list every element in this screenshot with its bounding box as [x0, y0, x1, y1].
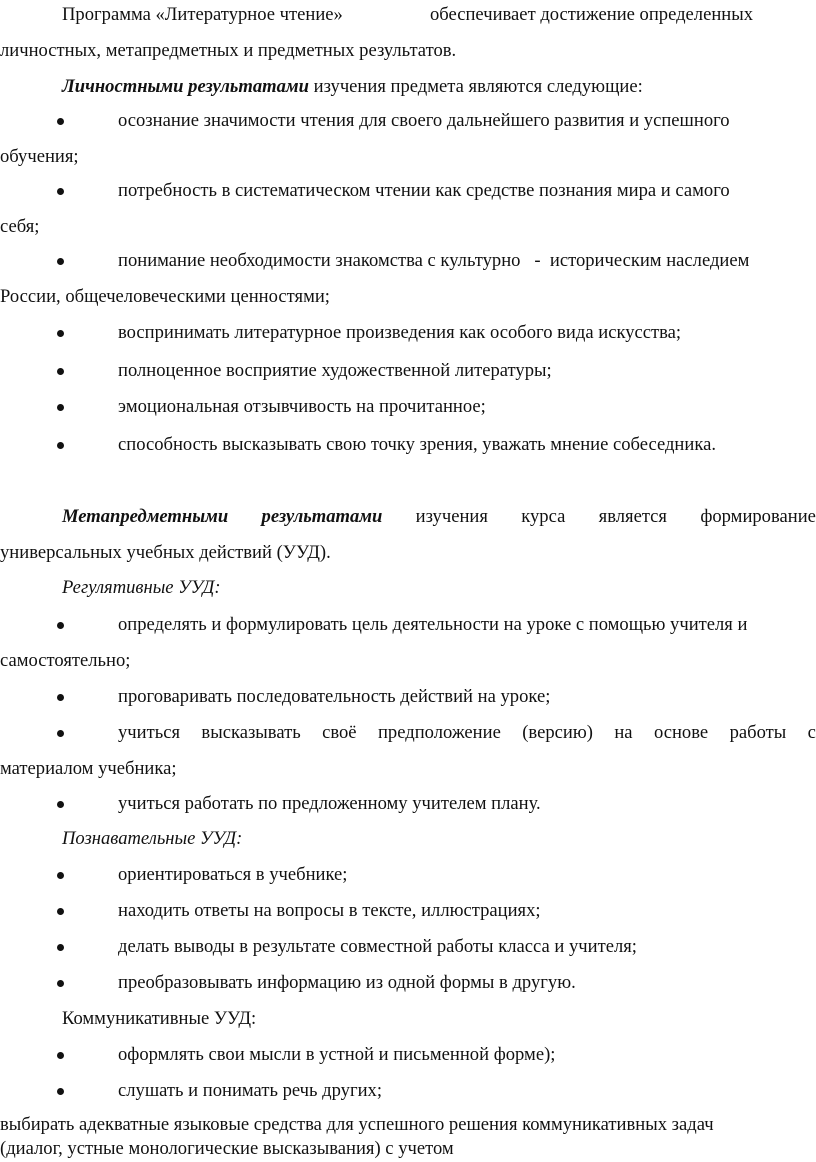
bullet-icon [55, 360, 67, 382]
bullet-icon [55, 864, 67, 886]
cognitive-item-4: преобразовывать информацию из одной формы в другую. [118, 972, 576, 993]
reg3-word: предположение [377, 722, 501, 743]
regulative-item-1-cont: самостоятельно; [0, 650, 131, 671]
regulative-item-2: проговаривать последовательность действий на уроке; [118, 686, 551, 707]
communicative-tail-1: выбирать адекватные языковые средства для успешного решения коммуникативных задач [0, 1114, 714, 1135]
meta-word-6: формирование [700, 506, 816, 527]
cognitive-item-1: ориентироваться в учебнике; [118, 864, 348, 885]
personal-item-4: воспринимать литературное произведения как особого вида искусства; [118, 322, 682, 343]
personal-item-1: осознание значимости чтения для своего дальнейшего развития и успешного [118, 110, 730, 131]
bullet-icon [55, 614, 67, 636]
bullet-icon [55, 1080, 67, 1102]
bullet-icon [55, 110, 67, 132]
regulative-item-4: учиться работать по предложенному учителем плану. [118, 793, 541, 814]
personal-item-1-cont: обучения; [0, 146, 79, 167]
reg3-word: работы [729, 722, 787, 743]
bullet-icon [55, 686, 67, 708]
personal-item-2-cont: себя; [0, 216, 40, 237]
meta-heading [62, 506, 816, 528]
reg3-word: с [807, 722, 816, 743]
personal-item-2: потребность в систематическом чтении как средстве познания мира и самого [118, 180, 730, 201]
bullet-icon [55, 793, 67, 815]
reg3-word: учиться [118, 722, 181, 743]
bullet-icon [55, 396, 67, 418]
communicative-item-2: слушать и понимать речь других; [118, 1080, 382, 1101]
communicative-heading: Коммуникативные УУД: [62, 1008, 257, 1029]
meta-word-2: результатами [261, 506, 383, 527]
meta-line2: универсальных учебных действий (УУД). [0, 542, 331, 563]
intro-line2: личностных, метапредметных и предметных результатов. [0, 40, 457, 61]
bullet-icon [55, 434, 67, 456]
personal-item-3-cont: России, общечеловеческими ценностями; [0, 286, 330, 307]
meta-word-1: Метапредметными [62, 506, 229, 527]
bullet-icon [55, 900, 67, 922]
personal-item-3: понимание необходимости знакомства с культурно - историческим наследием [118, 250, 750, 271]
personal-heading-bold: Личностными результатами [62, 76, 309, 97]
personal-item-5: полноценное восприятие художественной литературы; [118, 360, 552, 381]
reg3-word: своё [322, 722, 357, 743]
communicative-item-1: оформлять свои мысли в устной и письменной форме); [118, 1044, 556, 1065]
reg3-word: высказывать [201, 722, 301, 743]
meta-word-5: является [598, 506, 667, 527]
bullet-icon [55, 1044, 67, 1066]
regulative-item-1: определять и формулировать цель деятельности на уроке с помощью учителя и [118, 614, 748, 635]
reg3-word: (версию) [522, 722, 593, 743]
intro-part2: обеспечивает достижение определенных [430, 4, 754, 25]
reg3-word: основе [653, 722, 709, 743]
bullet-icon [55, 972, 67, 994]
cognitive-item-3: делать выводы в результате совместной работы класса и учителя; [118, 936, 637, 957]
personal-item-6: эмоциональная отзывчивость на прочитанное; [118, 396, 486, 417]
regulative-item-3 [118, 722, 816, 744]
bullet-icon [55, 722, 67, 744]
reg3-word: на [614, 722, 633, 743]
bullet-icon [55, 936, 67, 958]
regulative-item-3-cont: материалом учебника; [0, 758, 177, 779]
cognitive-item-2: находить ответы на вопросы в тексте, иллюстрациях; [118, 900, 541, 921]
meta-word-3: изучения [415, 506, 488, 527]
communicative-tail-2: (диалог, устные монологические высказывания) с учетом [0, 1138, 454, 1159]
cognitive-heading: Познавательные УУД: [62, 828, 243, 849]
bullet-icon [55, 250, 67, 272]
personal-item-7: способность высказывать свою точку зрения, уважать мнение собеседника. [118, 434, 716, 455]
personal-heading [62, 76, 643, 98]
meta-word-4: курса [521, 506, 566, 527]
intro-part1: Программа «Литературное чтение» [62, 4, 343, 25]
personal-heading-rest: изучения предмета являются следующие: [308, 76, 643, 97]
regulative-heading: Регулятивные УУД: [62, 577, 221, 598]
bullet-icon [55, 322, 67, 344]
bullet-icon [55, 180, 67, 202]
